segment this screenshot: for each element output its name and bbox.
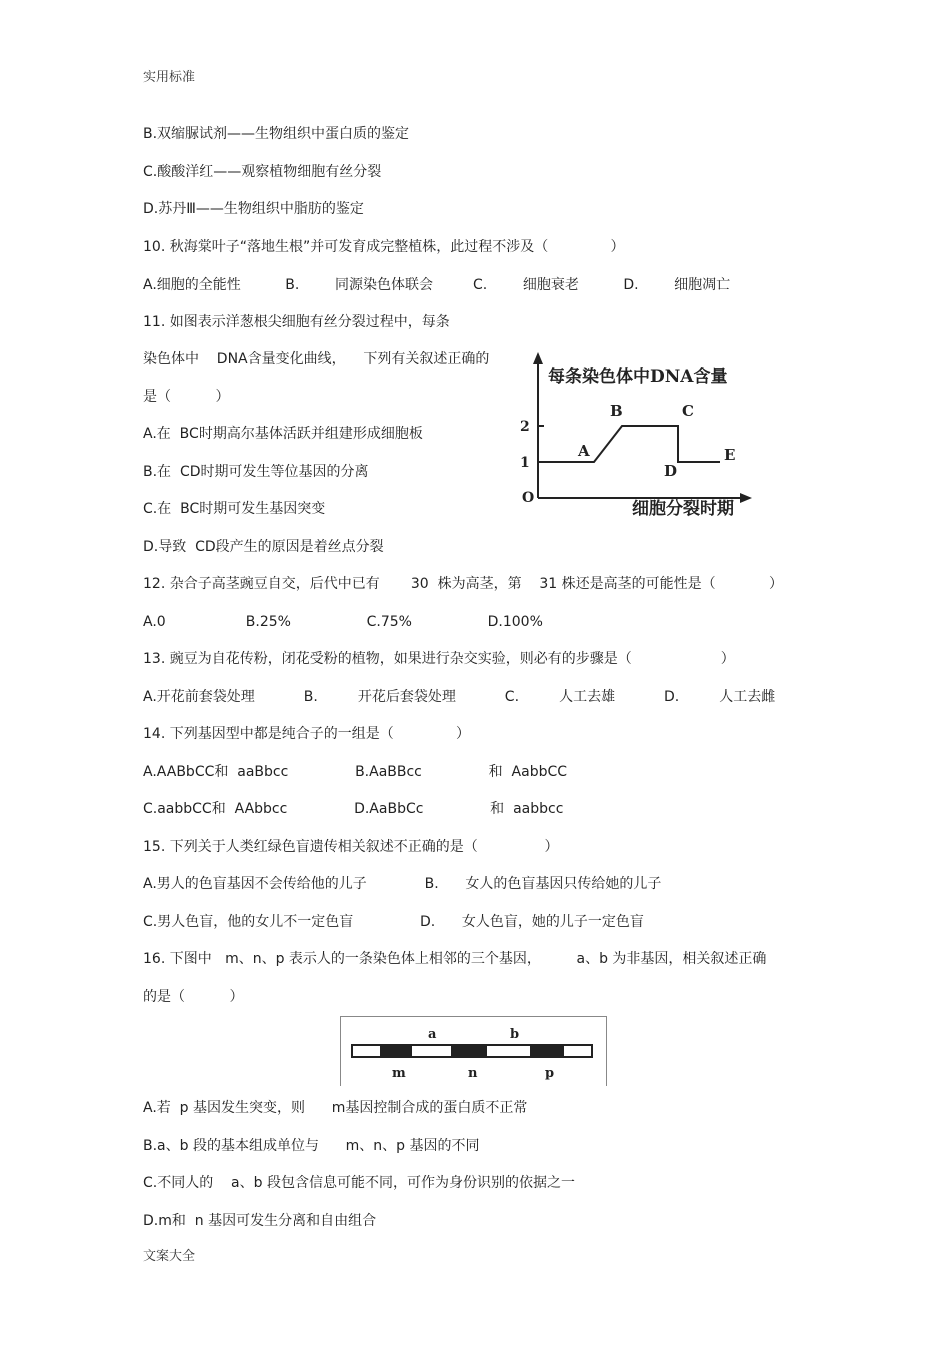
q12-stem: 12. 杂合子高茎豌豆自交，后代中已有 30 株为高茎，第 31 株还是高茎的可能性是（ ） [143, 576, 784, 592]
y-tick-label-2: 2 [520, 419, 530, 435]
q15-stem: 15. 下列关于人类红绿色盲遗传相关叙述不正确的是（ ） [143, 839, 559, 855]
q14-options-cd: C.aabbCC和 AAbbcc D.AaBbCc 和 aabbcc [143, 801, 564, 817]
q11-stem-line3: 是（ ） [143, 389, 230, 405]
graph-x-label: 细胞分裂时期 [632, 499, 734, 519]
q15-options-ab: A.男人的色盲基因不会传给他的儿子 B. 女人的色盲基因只传给她的儿子 [143, 876, 662, 892]
q9-option-d: D.苏丹Ⅲ——生物组织中脂肪的鉴定 [143, 201, 364, 217]
q10-stem: 10. 秋海棠叶子“落地生根”并可发育成完整植株，此过程不涉及（ ） [143, 239, 625, 255]
chromosome-diagram [340, 1016, 607, 1086]
x-axis-arrow [740, 493, 752, 503]
label-m: m [392, 1066, 406, 1081]
dna-content-graph [508, 350, 768, 525]
q9-option-b: B.双缩脲试剂——生物组织中蛋白质的鉴定 [143, 126, 410, 142]
page-footer: 文案大全 [143, 1249, 196, 1264]
label-n: n [468, 1066, 478, 1081]
point-label-c: C [682, 402, 694, 420]
gene-m-segment [380, 1045, 412, 1057]
q16-option-d: D.m和 n 基因可发生分离和自由组合 [143, 1213, 377, 1229]
q15-options-cd: C.男人色盲，他的女儿不一定色盲 D. 女人色盲，她的儿子一定色盲 [143, 914, 644, 930]
q12-options: A.0 B.25% C.75% D.100% [143, 614, 543, 630]
gene-n-segment [451, 1045, 487, 1057]
q16-option-b: B.a、b 段的基本组成单位与 m、n、p 基因的不同 [143, 1138, 480, 1154]
gene-p-segment [530, 1045, 564, 1057]
q11-option-d: D.导致 CD段产生的原因是着丝点分裂 [143, 539, 384, 555]
q13-options: A.开花前套袋处理 B. 开花后套袋处理 C. 人工去雄 D. 人工去雌 [143, 689, 776, 705]
point-label-a: A [578, 442, 590, 460]
point-label-e: E [724, 446, 736, 464]
q16-stem-line2: 的是（ ） [143, 989, 244, 1005]
q14-options-ab: A.AABbCC和 aaBbcc B.AaBBcc 和 AabbCC [143, 764, 568, 780]
label-b: b [510, 1027, 520, 1042]
label-p: p [545, 1066, 555, 1081]
q10-options: A.细胞的全能性 B. 同源染色体联会 C. 细胞衰老 D. 细胞凋亡 [143, 277, 731, 293]
graph-origin-label: O [522, 490, 535, 506]
dna-curve [538, 426, 720, 462]
q16-option-a: A.若 p 基因发生突变，则 m基因控制合成的蛋白质不正常 [143, 1100, 528, 1116]
q16-option-c: C.不同人的 a、b 段包含信息可能不同，可作为身份识别的依据之一 [143, 1175, 575, 1191]
label-a: a [428, 1027, 437, 1042]
q16-stem-line1: 16. 下图中 m、n、p 表示人的一条染色体上相邻的三个基因， a、b 为非基因，相关叙述正确 [143, 951, 767, 967]
page-header: 实用标准 [143, 70, 196, 85]
q11-option-b: B.在 CD时期可发生等位基因的分离 [143, 464, 369, 480]
graph-y-label: 每条染色体中DNA含量 [548, 367, 728, 387]
q11-stem-line2: 染色体中 DNA含量变化曲线， 下列有关叙述正确的 [143, 351, 490, 367]
y-tick-label-1: 1 [520, 455, 530, 471]
q9-option-c: C.酸酸洋红——观察植物细胞有丝分裂 [143, 164, 382, 180]
q14-stem: 14. 下列基因型中都是纯合子的一组是（ ） [143, 726, 471, 742]
q11-option-c: C.在 BC时期可发生基因突变 [143, 501, 326, 517]
q11-stem-line1: 11. 如图表示洋葱根尖细胞有丝分裂过程中，每条 [143, 314, 450, 330]
q13-stem: 13. 豌豆为自花传粉，闭花受粉的植物，如果进行杂交实验，则必有的步骤是（ ） [143, 651, 735, 667]
q11-option-a: A.在 BC时期高尔基体活跃并组建形成细胞板 [143, 426, 423, 442]
point-label-d: D [664, 462, 678, 480]
point-label-b: B [610, 402, 623, 420]
y-axis-arrow [533, 352, 543, 364]
